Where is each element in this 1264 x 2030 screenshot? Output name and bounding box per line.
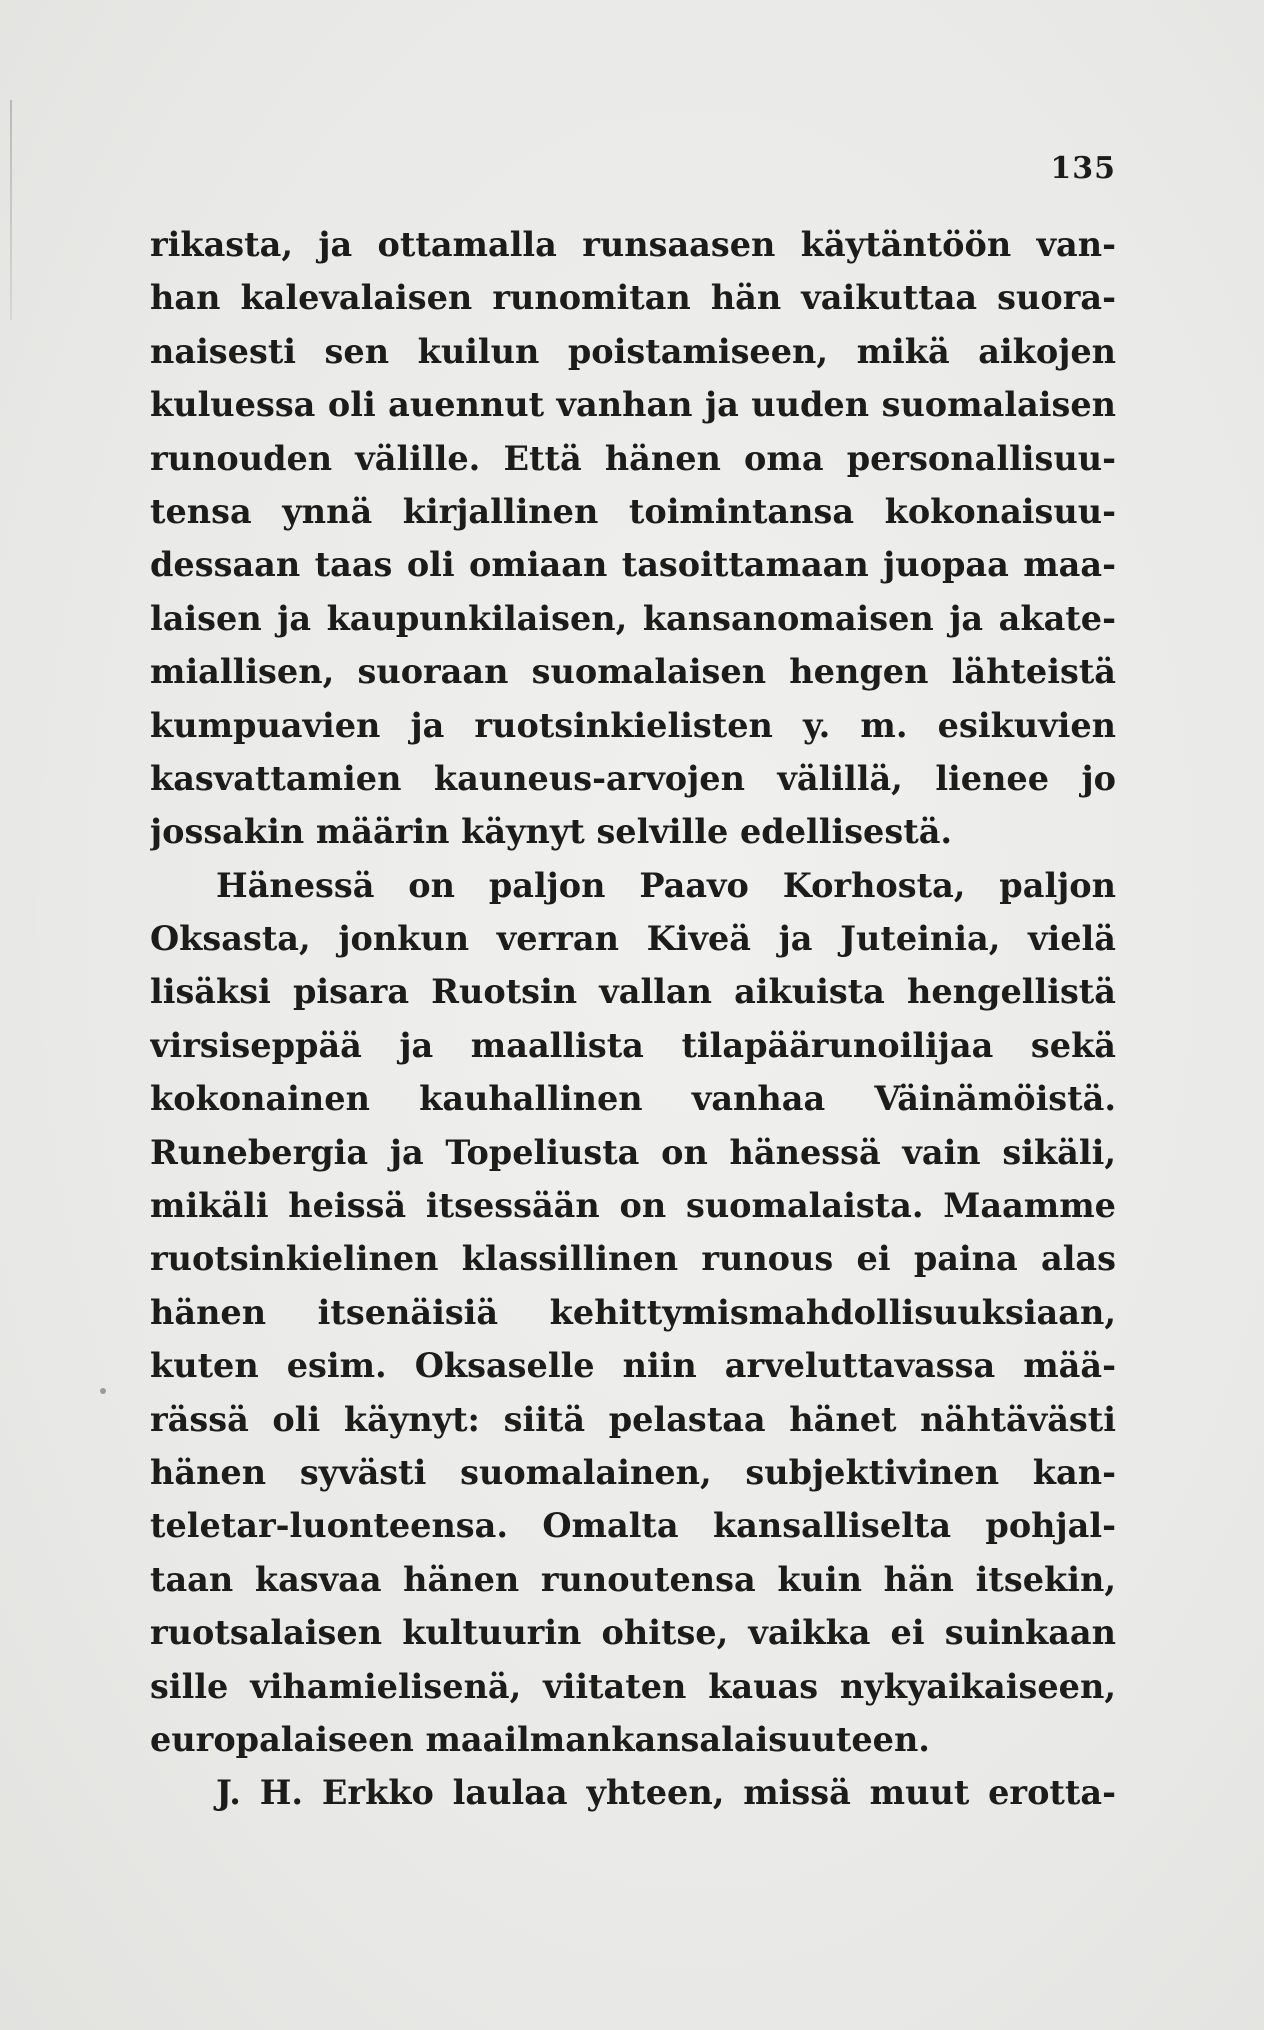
text-line: taan kasvaa hänen runoutensa kuin hän itsekin, (150, 1559, 1116, 1599)
text-line: rässä oli käynyt: siitä pelastaa hänet nähtävästi (150, 1399, 1116, 1439)
text-line: kumpuavien ja ruotsinkielisten y. m. esikuvien (150, 705, 1116, 745)
text-line: hänen itsenäisiä kehittymismahdollisuuksiaan, (150, 1292, 1116, 1332)
text-line: han kalevalaisen runomitan hän vaikuttaa suora- (150, 278, 1116, 318)
text-line: naisesti sen kuilun poistamiseen, mikä aikojen (150, 331, 1116, 371)
text-line: runouden välille. Että hänen oma personallisuu- (150, 438, 1116, 478)
text-line: dessaan taas oli omiaan tasoittamaan juopaa maa- (150, 545, 1116, 585)
paragraph-start-line: Hänessä on paljon Paavo Korhosta, paljon (216, 865, 1116, 905)
text-line: europalaiseen maailmankansalaisuuteen. (150, 1719, 930, 1759)
text-line: kuluessa oli auennut vanhan ja uuden suomalaisen (150, 385, 1116, 425)
text-line: teletar-luonteensa. Omalta kansalliselta pohjal- (150, 1506, 1116, 1546)
text-line: virsiseppää ja maallista tilapäärunoilijaa sekä (150, 1025, 1116, 1065)
text-line: sille vihamielisenä, viitaten kauas nykyaikaiseen, (150, 1666, 1116, 1706)
text-line: kokonainen kauhallinen vanhaa Väinämöistä. (150, 1079, 1116, 1119)
text-line: mikäli heissä itsessään on suomalaista. Maamme (150, 1186, 1116, 1226)
text-line: miallisen, suoraan suomalaisen hengen lähteistä (150, 652, 1116, 692)
text-line: ruotsalaisen kultuurin ohitse, vaikka ei suinkaan (150, 1613, 1116, 1653)
text-line: ruotsinkielinen klassillinen runous ei paina alas (150, 1239, 1116, 1279)
page-edge-mark (10, 100, 12, 320)
page-number: 135 (1050, 151, 1116, 186)
text-line: jossakin määrin käynyt selville edellisestä. (150, 812, 953, 852)
paragraph-start-line: J. H. Erkko laulaa yhteen, missä muut erotta- (216, 1773, 1116, 1813)
text-line: lisäksi pisara Ruotsin vallan aikuista hengellistä (150, 972, 1116, 1012)
text-line: laisen ja kaupunkilaisen, kansanomaisen ja akate- (150, 598, 1116, 638)
text-line: hänen syvästi suomalainen, subjektivinen kan- (150, 1452, 1116, 1492)
paper-speck (100, 1388, 106, 1394)
text-line: rikasta, ja ottamalla runsaasen käytäntöön van- (150, 225, 1116, 264)
text-line: Runebergia ja Topeliusta on hänessä vain sikäli, (150, 1132, 1116, 1172)
text-line: tensa ynnä kirjallinen toimintansa kokonaisuu- (150, 491, 1116, 531)
body-text (150, 218, 1116, 1820)
text-line: Oksasta, jonkun verran Kiveä ja Juteinia, vielä (150, 919, 1116, 959)
text-line: kuten esim. Oksaselle niin arveluttavassa mää- (150, 1346, 1116, 1386)
text-line: kasvattamien kauneus-arvojen välillä, lienee jo (150, 758, 1116, 798)
